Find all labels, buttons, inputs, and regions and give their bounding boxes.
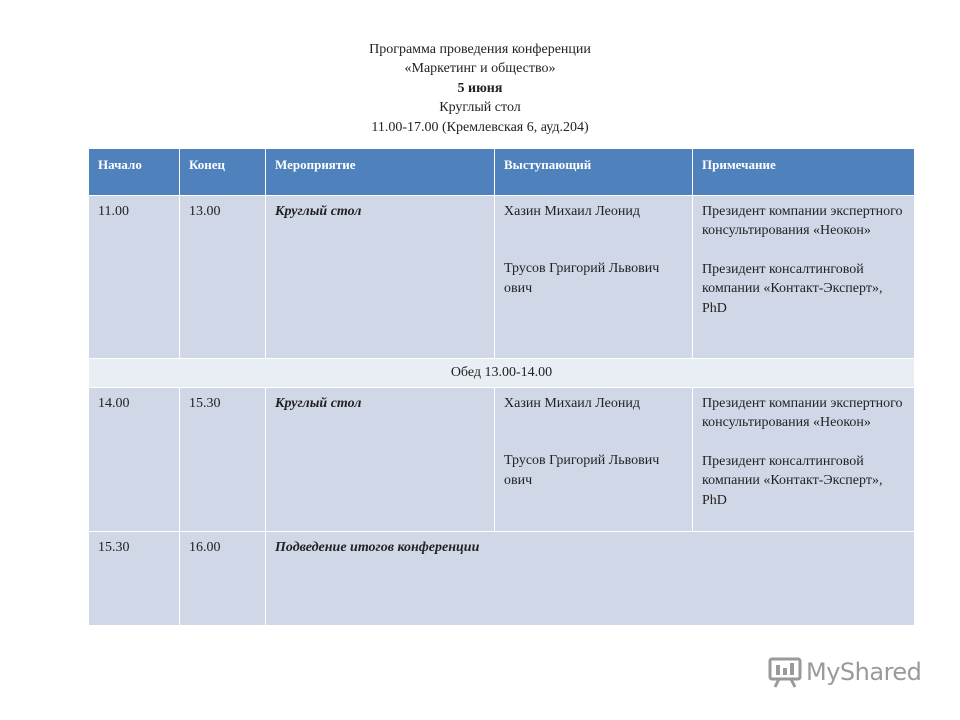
event-cell: Круглый стол [266,388,495,532]
column-header-end: Конец [180,149,266,196]
speaker-name: Трусов Григорий Львович [504,453,660,469]
lunch-row [89,359,915,388]
speaker-cell [495,388,693,532]
column-header-speaker: Выступающий [495,149,693,196]
table-row [89,196,915,359]
end-cell: 13.00 [180,196,266,359]
session-time-place: 11.00-17.00 (Кремлевская 6, ауд.204) [371,119,589,135]
table-header-row [89,149,915,196]
speaker-name: Трусов Григорий Львович [504,261,660,277]
logo-text: MyShared [806,658,922,686]
speaker-name: Хазин Михаил Леонид [504,396,641,411]
conference-name: «Маркетинг и общество» [404,61,556,77]
table-row [89,388,915,532]
program-header [0,40,960,137]
speaker-note: Президент компании экспертного консультирования «Неокон» [702,396,903,431]
event-cell: Подведение итогов конференции [266,532,915,626]
speaker-note: Президент компании экспертного консультирования «Неокон» [702,204,903,239]
speaker-name-continued: ович [504,280,533,296]
column-header-start: Начало [89,149,180,196]
column-header-note: Примечание [693,149,915,196]
end-cell: 15.30 [180,388,266,532]
start-cell: 11.00 [89,196,180,359]
myshared-logo [768,656,921,688]
table-row [89,532,915,626]
start-cell: 14.00 [89,388,180,532]
note-cell [693,388,915,532]
program-table [88,148,915,626]
session-name: Круглый стол [439,100,521,116]
conference-date: 5 июня [457,80,503,96]
event-cell: Круглый стол [266,196,495,359]
end-cell: 16.00 [180,532,266,626]
presentation-board-icon [768,656,802,688]
speaker-note: Президент консалтинговой компании «Контакт-Эксперт», PhD [702,261,883,316]
lunch-cell: Обед 13.00-14.00 [89,359,915,388]
start-cell: 15.30 [89,532,180,626]
column-header-event: Мероприятие [266,149,495,196]
speaker-cell [495,196,693,359]
header-title: Программа проведения конференции [369,42,591,57]
speaker-name-continued: ович [504,472,533,488]
speaker-note: Президент консалтинговой компании «Контакт-Эксперт», PhD [702,453,883,508]
speaker-name: Хазин Михаил Леонид [504,204,641,219]
note-cell [693,196,915,359]
